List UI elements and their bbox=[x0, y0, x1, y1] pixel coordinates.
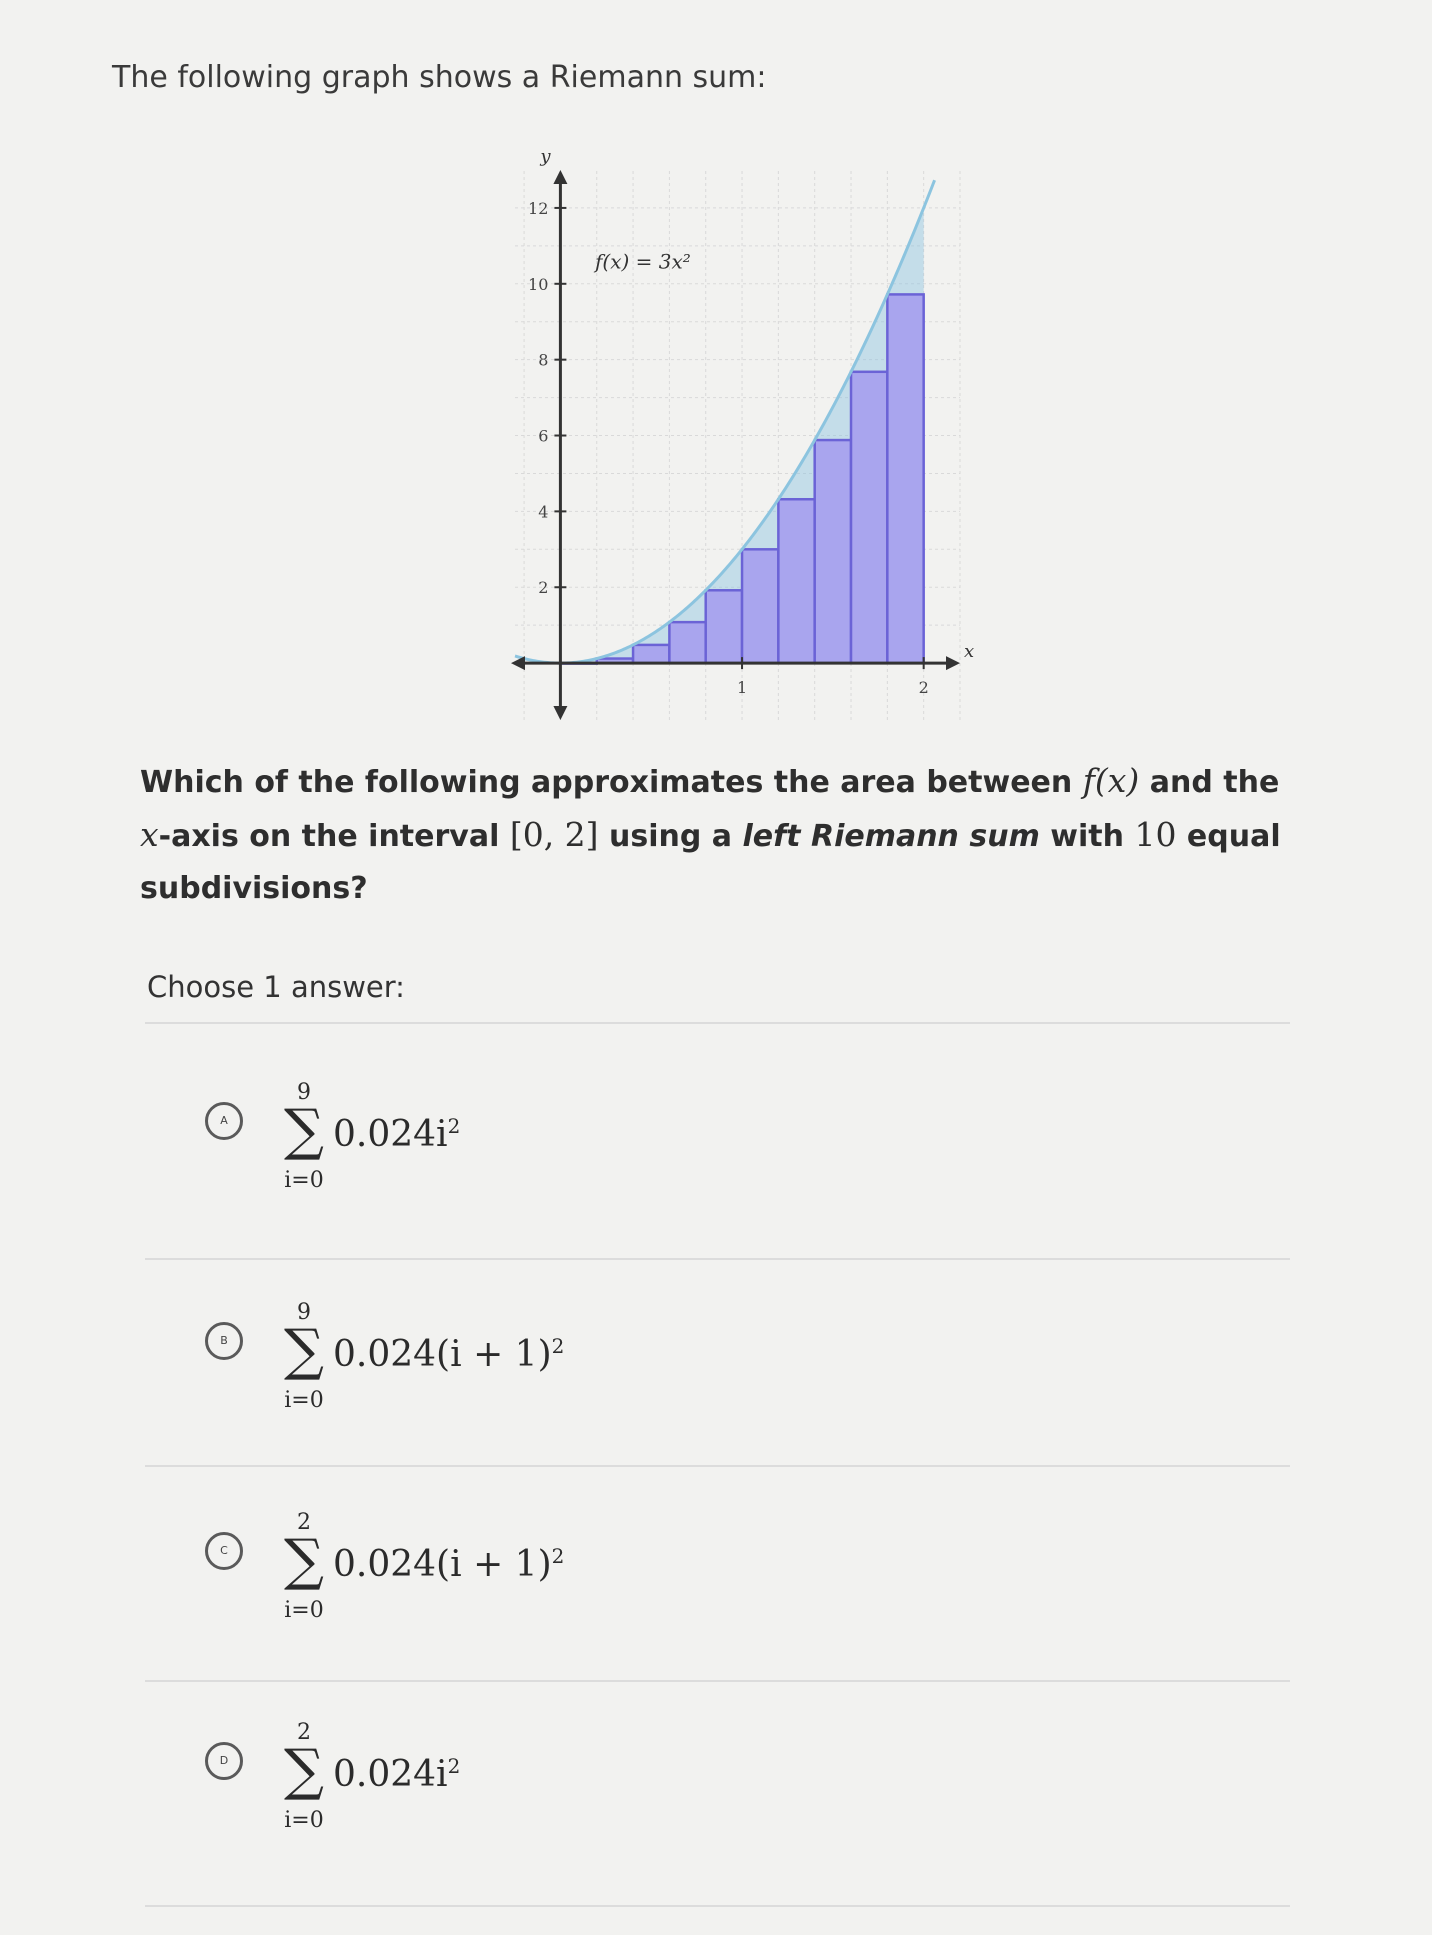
x-tick-label: 2 bbox=[918, 678, 929, 698]
y-tick-label: 2 bbox=[538, 578, 549, 598]
sum-lower: i=0 bbox=[284, 1598, 324, 1623]
divider bbox=[145, 1258, 1290, 1260]
riemann-sum-graph bbox=[415, 140, 975, 750]
riemann-rect bbox=[778, 499, 814, 663]
radio-c[interactable]: C bbox=[205, 1532, 243, 1570]
x-axis-arrow bbox=[946, 656, 960, 670]
choose-label: Choose 1 answer: bbox=[147, 970, 405, 1004]
term-exp: 2 bbox=[551, 1334, 565, 1358]
radio-a[interactable]: A bbox=[205, 1102, 243, 1140]
term-exp: 2 bbox=[551, 1544, 565, 1568]
sum-b bbox=[277, 1290, 367, 1470]
q-fx: f(x) bbox=[1082, 761, 1140, 800]
riemann-rect bbox=[887, 294, 923, 663]
q-left-riemann: left Riemann sum bbox=[742, 819, 1040, 854]
riemann-rect bbox=[706, 590, 742, 663]
choice-c[interactable] bbox=[205, 1500, 1205, 1690]
sum-d bbox=[277, 1710, 367, 1890]
q-xvar: x bbox=[140, 815, 159, 854]
term-text: 0.024(i + 1) bbox=[333, 1334, 552, 1375]
term-a bbox=[333, 1114, 460, 1155]
sum-c bbox=[277, 1500, 367, 1680]
choice-b[interactable] bbox=[205, 1290, 1205, 1480]
term-d bbox=[333, 1754, 460, 1795]
divider bbox=[145, 1680, 1290, 1682]
sum-upper: 9 bbox=[297, 1300, 311, 1325]
term-c bbox=[333, 1544, 564, 1585]
sigma-symbol: ∑ bbox=[284, 1738, 324, 1803]
q-n: 10 bbox=[1134, 815, 1177, 854]
y-tick-label: 4 bbox=[538, 502, 549, 522]
sigma-symbol: ∑ bbox=[284, 1098, 324, 1163]
q-part5: with bbox=[1050, 819, 1124, 854]
sum-upper: 9 bbox=[297, 1080, 311, 1105]
q-part2: and the bbox=[1149, 765, 1280, 800]
radio-b[interactable]: B bbox=[205, 1322, 243, 1360]
riemann-rect bbox=[851, 372, 887, 663]
term-text: 0.024i bbox=[333, 1114, 448, 1155]
y-tick-label: 12 bbox=[528, 198, 549, 218]
divider bbox=[145, 1465, 1290, 1467]
question-text bbox=[140, 755, 1290, 915]
q-part4: using a bbox=[609, 819, 733, 854]
sum-upper: 2 bbox=[297, 1510, 311, 1535]
choice-a[interactable] bbox=[205, 1070, 1205, 1260]
q-part1: Which of the following approximates the area between bbox=[140, 765, 1073, 800]
term-text: 0.024(i + 1) bbox=[333, 1544, 552, 1585]
sigma-symbol: ∑ bbox=[284, 1318, 324, 1383]
y-axis-arrow-down bbox=[553, 706, 567, 720]
q-interval: [0, 2] bbox=[509, 815, 599, 854]
sum-upper: 2 bbox=[297, 1720, 311, 1745]
q-part3: -axis on the interval bbox=[158, 819, 500, 854]
intro-text: The following graph shows a Riemann sum: bbox=[112, 60, 767, 95]
sum-lower: i=0 bbox=[284, 1388, 324, 1413]
y-tick-label: 8 bbox=[538, 350, 549, 370]
divider bbox=[145, 1022, 1290, 1024]
riemann-rect bbox=[633, 645, 669, 663]
y-axis-label: y bbox=[540, 146, 551, 167]
riemann-rect bbox=[669, 622, 705, 663]
sum-a bbox=[277, 1070, 367, 1250]
y-axis-arrow bbox=[553, 170, 567, 184]
y-tick-label: 10 bbox=[528, 274, 549, 294]
term-exp: 2 bbox=[447, 1754, 461, 1778]
sigma-symbol: ∑ bbox=[284, 1528, 324, 1593]
q-part6: equal subdivisions? bbox=[140, 819, 1281, 906]
radio-d[interactable]: D bbox=[205, 1742, 243, 1780]
sum-lower: i=0 bbox=[284, 1808, 324, 1833]
term-text: 0.024i bbox=[333, 1754, 448, 1795]
function-label: f(x) = 3x² bbox=[595, 249, 691, 274]
x-tick-label: 1 bbox=[736, 678, 748, 698]
sum-lower: i=0 bbox=[284, 1168, 324, 1193]
term-b bbox=[333, 1334, 564, 1375]
choice-d[interactable] bbox=[205, 1710, 1205, 1900]
y-tick-label: 6 bbox=[538, 426, 549, 446]
riemann-rect bbox=[815, 440, 851, 663]
term-exp: 2 bbox=[447, 1114, 461, 1138]
x-axis-label: x bbox=[964, 641, 975, 663]
riemann-rect bbox=[742, 549, 778, 663]
divider bbox=[145, 1905, 1290, 1907]
